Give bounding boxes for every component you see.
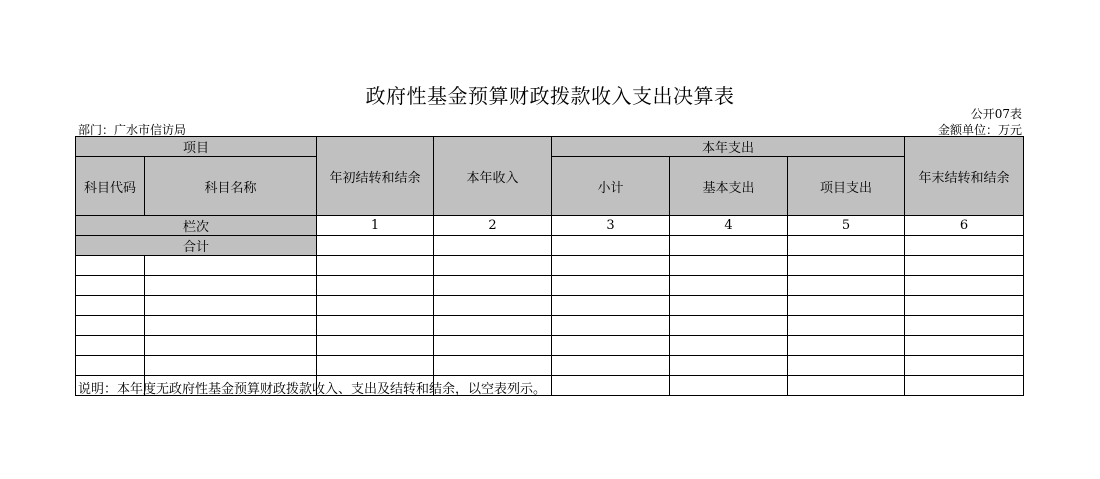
settlement-table	[75, 136, 1024, 396]
table-cell	[552, 256, 670, 276]
table-cell	[552, 316, 670, 336]
row-index-label: 栏次	[76, 216, 317, 236]
table-cell	[434, 356, 552, 376]
footnote: 说明：本年度无政府性基金预算财政拨款收入、支出及结转和结余，以空表列示。	[78, 382, 547, 397]
table-cell	[905, 316, 1024, 336]
table-cell	[552, 336, 670, 356]
table-cell	[788, 316, 905, 336]
table-cell	[788, 276, 905, 296]
col-number: 3	[552, 216, 670, 236]
table-cell	[434, 336, 552, 356]
table-cell	[76, 356, 145, 376]
table-cell	[788, 336, 905, 356]
col-number: 4	[670, 216, 788, 236]
table-cell	[145, 336, 317, 356]
table-cell	[76, 336, 145, 356]
table-row	[76, 276, 1024, 296]
table-cell	[145, 296, 317, 316]
table-cell	[788, 256, 905, 276]
table-cell	[145, 256, 317, 276]
table-cell	[317, 236, 434, 256]
table-cell	[76, 316, 145, 336]
col-number: 5	[788, 216, 905, 236]
table-cell	[670, 296, 788, 316]
table-cell	[145, 276, 317, 296]
table-cell	[552, 236, 670, 256]
col-number: 2	[434, 216, 552, 236]
form-code: 公开07表	[970, 107, 1022, 121]
table-row	[76, 336, 1024, 356]
table-row	[76, 316, 1024, 336]
annual-income-header: 本年收入	[434, 137, 552, 216]
subject-name-header: 科目名称	[145, 157, 317, 216]
table-cell	[552, 376, 670, 396]
table-cell	[145, 316, 317, 336]
department-label: 部门：广水市信访局	[78, 123, 187, 137]
table-cell	[434, 316, 552, 336]
table-cell	[317, 356, 434, 376]
table-cell	[317, 316, 434, 336]
table-cell	[670, 276, 788, 296]
table-cell	[434, 256, 552, 276]
table-row	[76, 356, 1024, 376]
table-cell	[317, 296, 434, 316]
table-cell	[145, 356, 317, 376]
table-cell	[905, 236, 1024, 256]
table-cell	[552, 296, 670, 316]
table-cell	[905, 356, 1024, 376]
table-cell	[76, 296, 145, 316]
table-cell	[434, 276, 552, 296]
basic-expense-header: 基本支出	[670, 157, 788, 216]
table-cell	[670, 336, 788, 356]
table-cell	[670, 256, 788, 276]
table-cell	[434, 296, 552, 316]
table-cell	[317, 336, 434, 356]
table-cell	[905, 296, 1024, 316]
table-cell	[552, 356, 670, 376]
table-cell	[788, 236, 905, 256]
table-cell	[76, 256, 145, 276]
table-cell	[905, 276, 1024, 296]
table-cell	[76, 276, 145, 296]
subject-code-header: 科目代码	[76, 157, 145, 216]
project-header: 项目	[76, 137, 317, 157]
table-cell	[670, 236, 788, 256]
amount-unit-label: 金额单位：万元	[937, 123, 1022, 137]
table-cell	[788, 376, 905, 396]
table-cell	[905, 336, 1024, 356]
col-number: 1	[317, 216, 434, 236]
closing-balance-header: 年末结转和结余	[905, 137, 1024, 216]
table-cell	[905, 256, 1024, 276]
page-title: 政府性基金预算财政拨款收入支出决算表	[365, 84, 735, 108]
table-cell	[434, 236, 552, 256]
table-cell	[905, 376, 1024, 396]
table-row	[76, 296, 1024, 316]
table-cell	[670, 316, 788, 336]
table-cell	[552, 276, 670, 296]
total-row-label: 合计	[76, 236, 317, 256]
table-cell	[788, 356, 905, 376]
table-row	[76, 256, 1024, 276]
project-expense-header: 项目支出	[788, 157, 905, 216]
opening-balance-header: 年初结转和结余	[317, 137, 434, 216]
col-number: 6	[905, 216, 1024, 236]
table-cell	[317, 256, 434, 276]
subtotal-header: 小计	[552, 157, 670, 216]
annual-expense-header: 本年支出	[552, 137, 905, 157]
table-cell	[788, 296, 905, 316]
table-cell	[670, 356, 788, 376]
table-cell	[317, 276, 434, 296]
table-cell	[670, 376, 788, 396]
